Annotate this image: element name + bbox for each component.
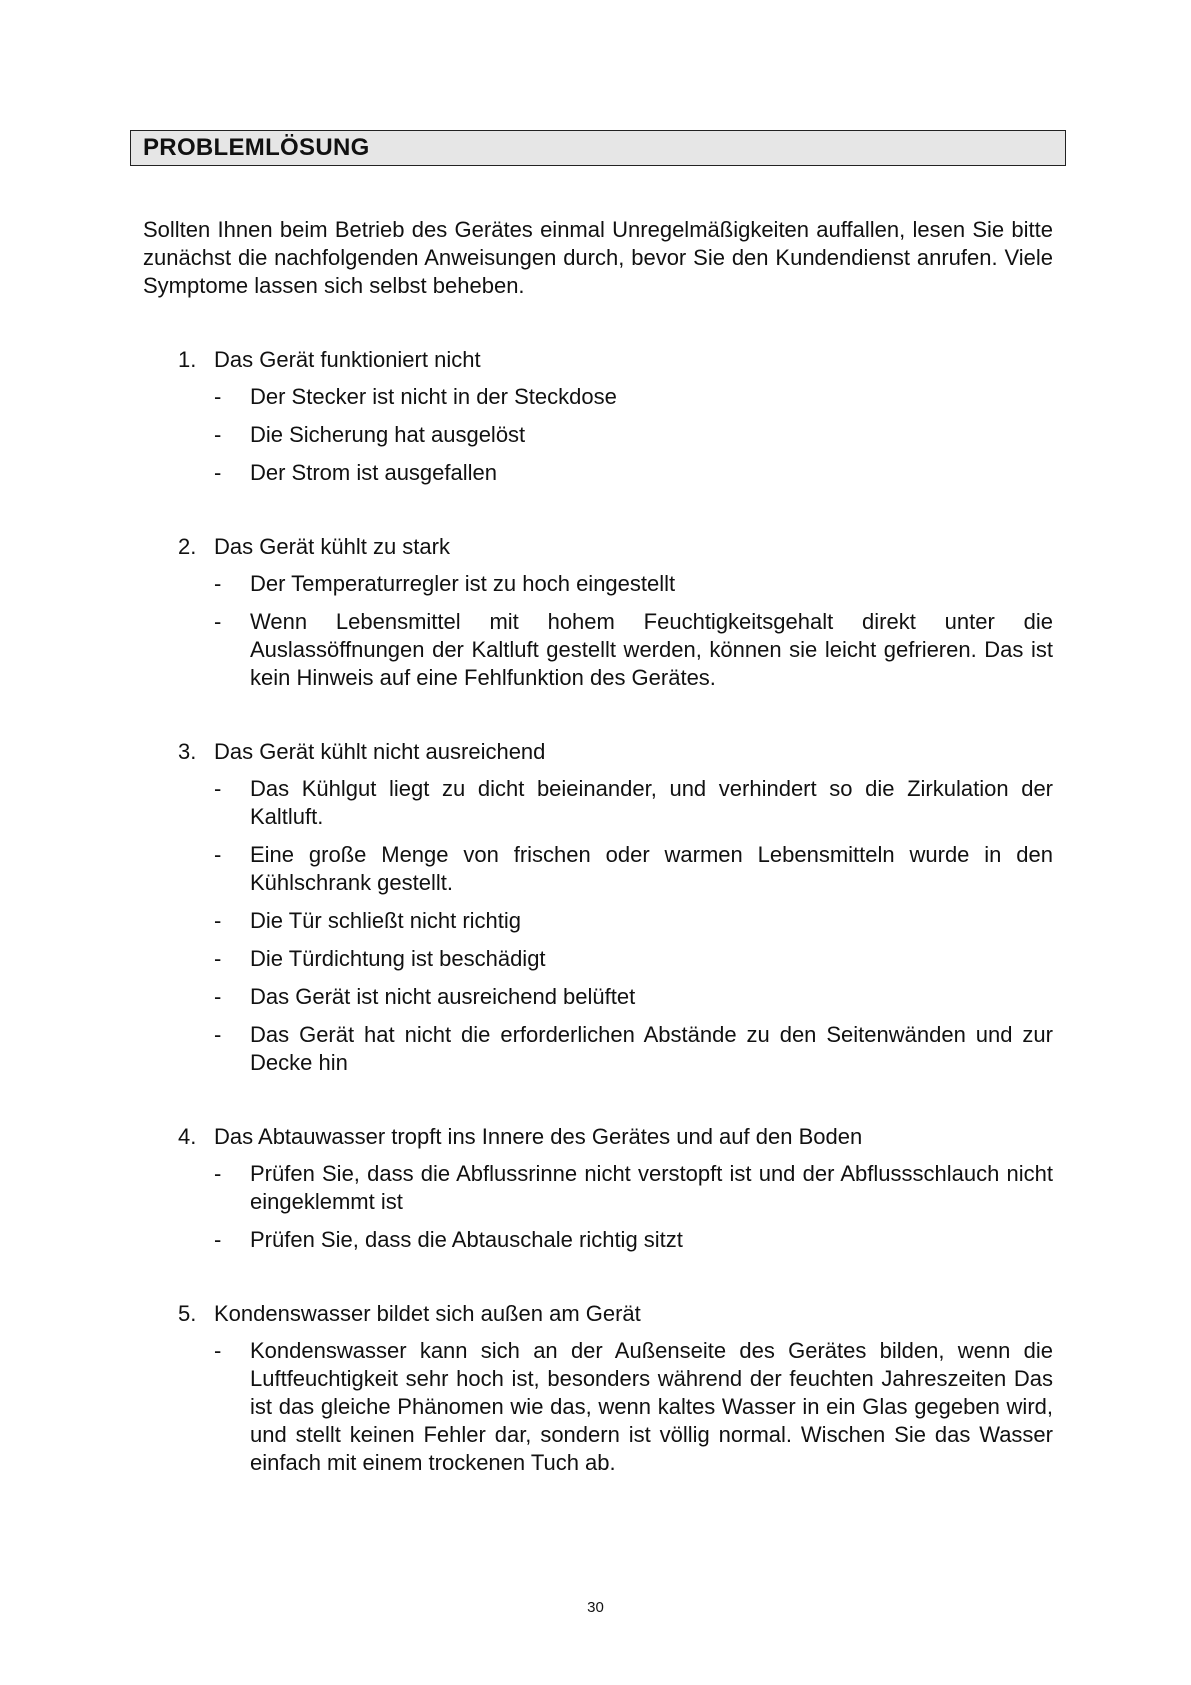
cause-item xyxy=(178,383,1053,411)
cause-item xyxy=(178,841,1053,897)
bullet-dash: - xyxy=(214,422,222,447)
section-heading-text: Das Gerät kühlt nicht ausreichend xyxy=(214,739,546,764)
section-number: 4. xyxy=(178,1124,197,1149)
bullet-dash: - xyxy=(214,1022,222,1047)
cause-list xyxy=(178,570,1053,692)
bullet-dash: - xyxy=(214,984,222,1009)
section-number: 2. xyxy=(178,534,197,559)
cause-item xyxy=(178,570,1053,598)
cause-item xyxy=(178,459,1053,487)
cause-list xyxy=(178,383,1053,487)
section-heading xyxy=(178,1300,1053,1328)
troubleshooting-section-3 xyxy=(178,738,1053,1077)
cause-text: Der Temperaturregler ist zu hoch eingestellt xyxy=(250,571,676,596)
section-heading xyxy=(178,533,1053,561)
bullet-dash: - xyxy=(214,384,222,409)
section-heading-text: Das Gerät funktioniert nicht xyxy=(214,347,481,372)
bullet-dash: - xyxy=(214,571,222,596)
cause-list xyxy=(178,1337,1053,1477)
section-number: 1. xyxy=(178,347,197,372)
cause-text: Das Kühlgut liegt zu dicht beieinander, und verhindert so die Zirkulation der Kaltluft. xyxy=(250,776,1053,829)
section-heading-text: Das Abtauwasser tropft ins Innere des Gerätes und auf den Boden xyxy=(214,1124,863,1149)
cause-item xyxy=(178,1160,1053,1216)
troubleshooting-section-1 xyxy=(178,346,1053,487)
cause-item xyxy=(178,1021,1053,1077)
section-heading-text: Kondenswasser bildet sich außen am Gerät xyxy=(214,1301,641,1326)
troubleshooting-section-4 xyxy=(178,1123,1053,1254)
section-number: 3. xyxy=(178,739,197,764)
bullet-dash: - xyxy=(214,946,222,971)
bullet-dash: - xyxy=(214,1161,222,1186)
bullet-dash: - xyxy=(214,908,222,933)
cause-item xyxy=(178,1226,1053,1254)
cause-text: Die Türdichtung ist beschädigt xyxy=(250,946,546,971)
cause-text: Die Tür schließt nicht richtig xyxy=(250,908,522,933)
cause-text: Die Sicherung hat ausgelöst xyxy=(250,422,526,447)
section-number: 5. xyxy=(178,1301,197,1326)
section-heading-text: Das Gerät kühlt zu stark xyxy=(214,534,450,559)
cause-item xyxy=(178,983,1053,1011)
section-heading xyxy=(178,1123,1053,1151)
section-heading xyxy=(178,346,1053,374)
cause-text: Prüfen Sie, dass die Abflussrinne nicht verstopft ist und der Abflussschlauch nicht eingeklemmt ist xyxy=(250,1161,1053,1214)
cause-text: Kondenswasser kann sich an der Außenseite des Gerätes bilden, wenn die Luftfeuchtigkeit sehr hoch ist, besonders während der feuchten Jahreszeiten Das ist das gleiche Phänomen wie das, wenn kaltes Wasser in ein Glas gegeben wird, und stellt keinen Fehler dar, sondern ist völlig normal. Wischen Sie das Wasser einfach mit einem trockenen Tuch ab. xyxy=(250,1338,1053,1475)
bullet-dash: - xyxy=(214,842,222,867)
bullet-dash: - xyxy=(214,609,222,634)
cause-text: Das Gerät ist nicht ausreichend belüftet xyxy=(250,984,636,1009)
cause-item xyxy=(178,421,1053,449)
bullet-dash: - xyxy=(214,1227,222,1252)
troubleshooting-list xyxy=(178,346,1053,1523)
bullet-dash: - xyxy=(214,1338,222,1363)
cause-list xyxy=(178,1160,1053,1254)
bullet-dash: - xyxy=(214,460,222,485)
cause-list xyxy=(178,775,1053,1077)
page-title: PROBLEMLÖSUNG xyxy=(143,134,370,161)
page-number: 30 xyxy=(587,1599,604,1616)
cause-text: Der Stecker ist nicht in der Steckdose xyxy=(250,384,617,409)
cause-text: Der Strom ist ausgefallen xyxy=(250,460,497,485)
section-heading xyxy=(178,738,1053,766)
cause-text: Das Gerät hat nicht die erforderlichen Abstände zu den Seitenwänden und zur Decke hin xyxy=(250,1022,1053,1075)
cause-text: Eine große Menge von frischen oder warmen Lebensmitteln wurde in den Kühlschrank gestellt. xyxy=(250,842,1053,895)
troubleshooting-section-2 xyxy=(178,533,1053,692)
cause-text: Prüfen Sie, dass die Abtauschale richtig sitzt xyxy=(250,1227,683,1252)
cause-item xyxy=(178,907,1053,935)
cause-item xyxy=(178,1337,1053,1477)
section-title-box xyxy=(130,130,1066,166)
cause-text: Wenn Lebensmittel mit hohem Feuchtigkeitsgehalt direkt unter die Auslassöffnungen der Kaltluft gestellt werden, können sie leicht gefrieren. Das ist kein Hinweis auf eine Fehlfunktion des Gerätes. xyxy=(250,609,1053,690)
troubleshooting-section-5 xyxy=(178,1300,1053,1477)
cause-item xyxy=(178,945,1053,973)
cause-item xyxy=(178,608,1053,692)
cause-item xyxy=(178,775,1053,831)
bullet-dash: - xyxy=(214,776,222,801)
intro-paragraph: Sollten Ihnen beim Betrieb des Gerätes einmal Unregelmäßigkeiten auffallen, lesen Sie bitte zunächst die nachfolgenden Anweisungen durch, bevor Sie den Kundendienst anrufen. Viele Symptome lassen sich selbst beheben. xyxy=(143,217,1053,298)
